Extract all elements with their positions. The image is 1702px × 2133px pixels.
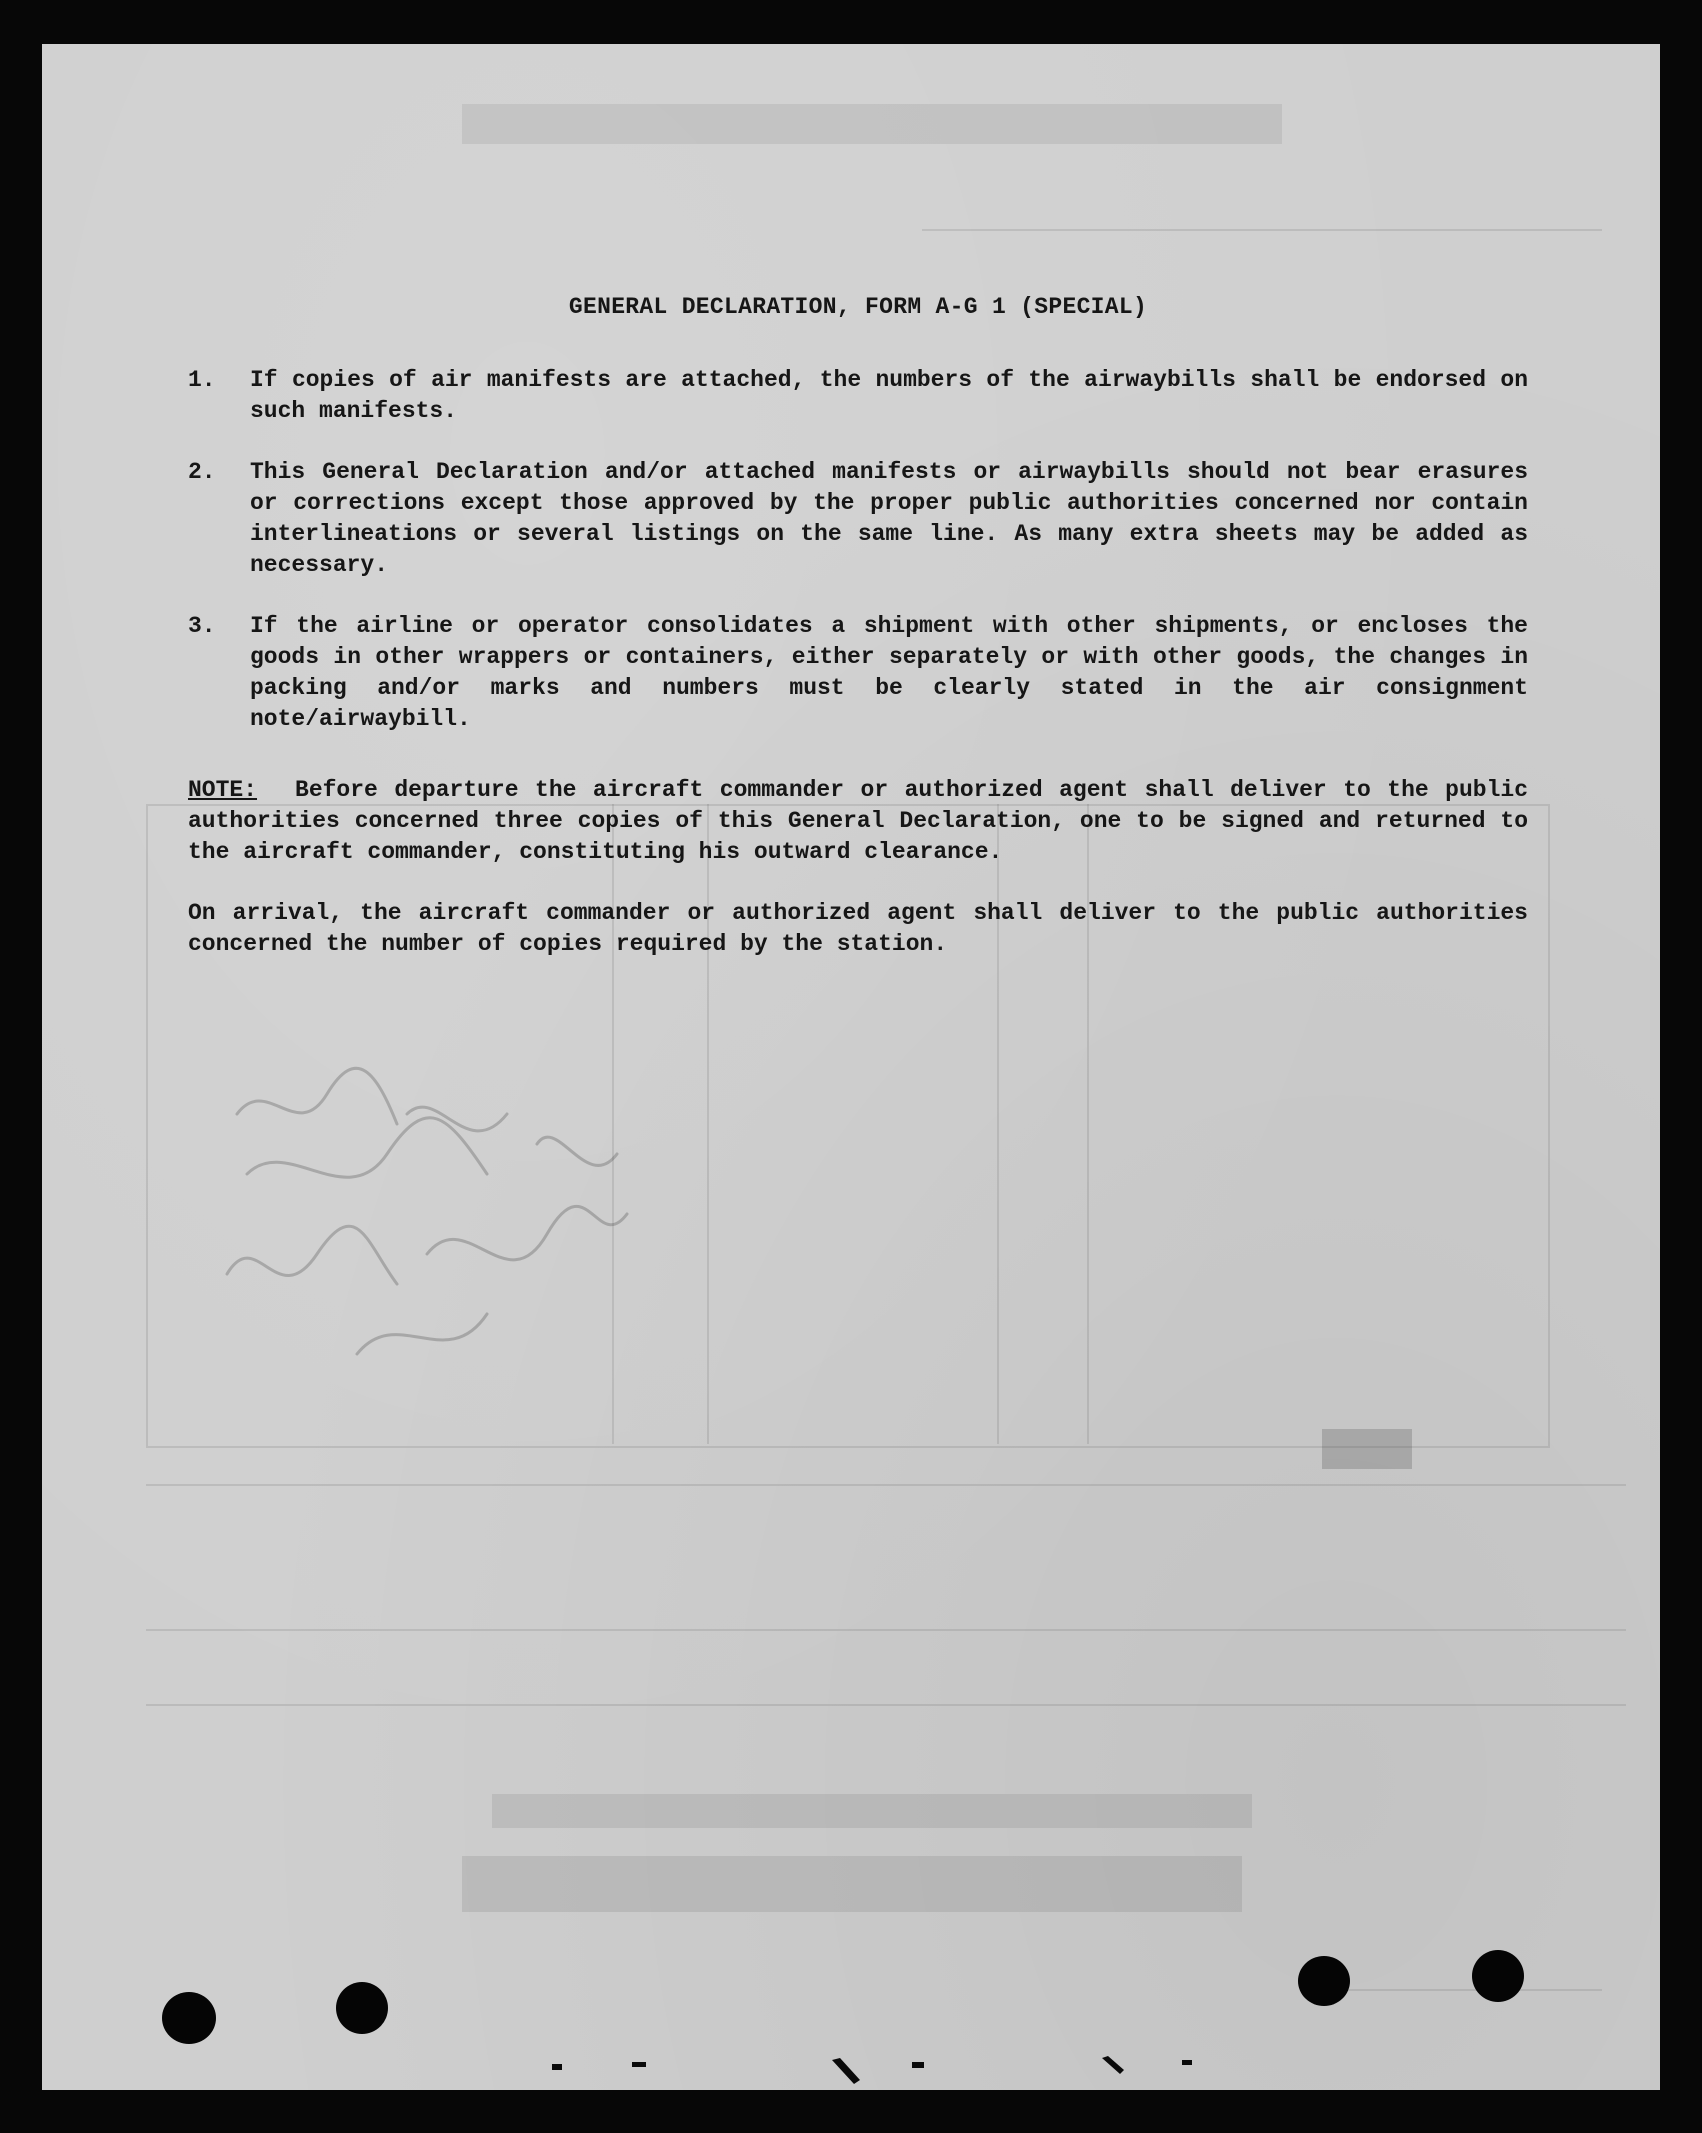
arrival-paragraph: On arrival, the aircraft commander or authorized agent shall deliver to the public authorities concerned the number of copies required by the station. bbox=[188, 900, 1528, 957]
punch-hole bbox=[162, 1992, 216, 2044]
item-text: If the airline or operator consolidates a shipment with other shipments, or encloses the goods in other wrappers or containers, either separately or with other goods, the changes in packing and/or marks and numbers must be clearly stated in the air consignment note/airwaybill. bbox=[250, 613, 1528, 732]
note-paragraph bbox=[188, 775, 1528, 868]
item-number: 1. bbox=[188, 367, 216, 393]
edge-marks bbox=[542, 2054, 1262, 2090]
punch-hole bbox=[336, 1982, 388, 2034]
instruction-item bbox=[188, 457, 1528, 581]
instruction-item bbox=[188, 365, 1528, 427]
punch-hole bbox=[1298, 1956, 1350, 2006]
item-text: This General Declaration and/or attached manifests or airwaybills should not bear erasures or corrections except those approved by the proper public authorities concerned nor contain interlineations or several listings on the same line. As many extra sheets may be added as necessary. bbox=[250, 459, 1528, 578]
bleed-through-heading bbox=[462, 1856, 1242, 1912]
item-number: 2. bbox=[188, 459, 216, 485]
bleed-through-heading bbox=[492, 1794, 1252, 1828]
item-number: 3. bbox=[188, 613, 216, 639]
bleed-through-rule bbox=[146, 1629, 1626, 1631]
item-text: If copies of air manifests are attached, the numbers of the airwaybills shall be endorsed on such manifests. bbox=[250, 367, 1528, 424]
instruction-item bbox=[188, 611, 1528, 735]
note-label: NOTE: bbox=[188, 777, 258, 803]
bleed-through-stamp bbox=[1322, 1429, 1412, 1469]
bleed-through-rule bbox=[146, 1484, 1626, 1486]
page-title: GENERAL DECLARATION, FORM A-G 1 (SPECIAL) bbox=[568, 294, 1148, 320]
bleed-through-heading bbox=[462, 104, 1282, 144]
note-text: Before departure the aircraft commander or authorized agent shall deliver to the public authorities concerned three copies of this General Declaration, one to be signed and returned to the aircraft commander, constituting his outward clearance. bbox=[188, 777, 1528, 865]
declaration-instructions bbox=[188, 292, 1528, 960]
handwriting-bleed-through bbox=[207, 1054, 677, 1384]
bleed-through-rule bbox=[922, 229, 1602, 231]
bleed-through-rule bbox=[146, 1704, 1626, 1706]
punch-hole bbox=[1472, 1950, 1524, 2002]
